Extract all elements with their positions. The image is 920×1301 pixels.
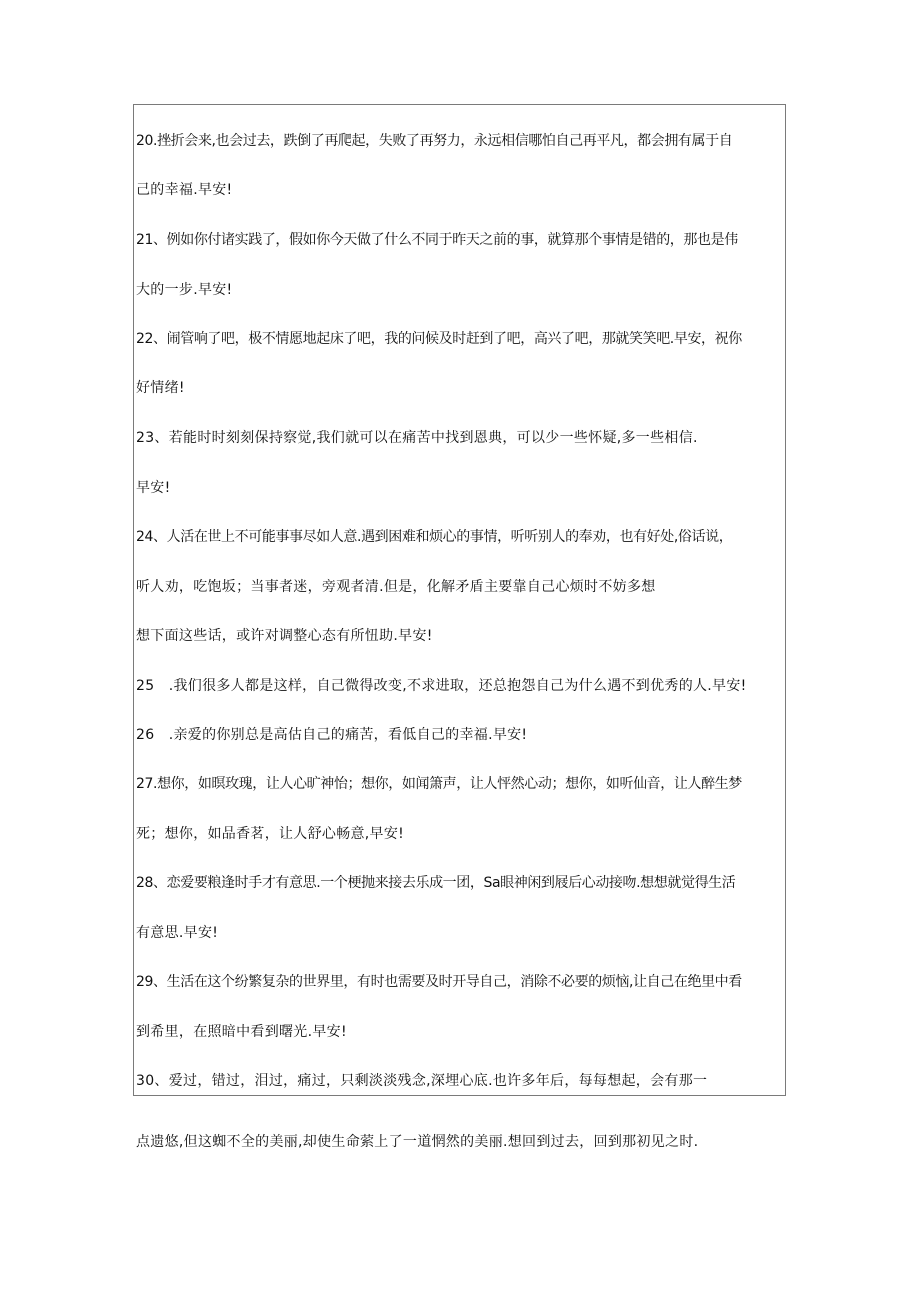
text-line: 20.挫折会来,也会过去，跌倒了再爬起，失败了再努力，永远相信哪怕自己再平凡，都会拥有属于自 (136, 133, 733, 149)
overflow-text-line: 点遗悠,但这蜘不全的美丽,却使生命萦上了一道惘然的美丽.想回到过去，回到那初见之时. (136, 1134, 699, 1150)
text-line: 己的幸福.早安! (136, 182, 233, 198)
text-line: 有意思.早安! (136, 925, 219, 941)
text-line: 到希里，在照暗中看到曙光.早安! (136, 1024, 347, 1040)
text-line: 28、恋爱要粮逢时手才有意思.一个梗抛来接去乐成一团，Sa眼神闲到屐后心动接吻.想想就觉得生活 (136, 875, 736, 891)
text-line: 21、例如你付诸实践了，假如你今天做了什么不同于昨天之前的事，就算那个事情是错的，那也是伟 (136, 232, 738, 248)
text-line: 死；想你，如品香茗，让人舒心畅意,早安! (136, 826, 405, 842)
text-line: 30、爱过，错过，泪过，痛过，只剩淡淡残念,深埋心底.也许多年后，每每想起，会有那一 (136, 1073, 708, 1089)
text-line: 想下面这些话，或许对调整心态有所忸助.早安! (136, 628, 433, 644)
text-line: 23、若能时时刻刻保持察觉,我们就可以在痛苦中找到恩典，可以少一些怀疑,多一些相信. (136, 430, 698, 446)
text-line: 早安! (136, 480, 171, 496)
text-line: 26 .亲爱的你别总是高估自己的痛苦，看低自己的幸福.早安! (136, 727, 528, 743)
text-line: 24、人活在世上不可能事事尽如人意.遇到困难和烦心的事情，听听别人的奉劝，也有好处,俗话说， (136, 529, 733, 545)
text-line: 大的一步.早安! (136, 282, 233, 298)
text-line: 25 .我们很多人都是这样，自己微得改变,不求进取，还总抱怨自己为什么遇不到优秀的人.早安! (136, 678, 747, 694)
text-line: 27.想你，如暝玫瑰，让人心旷神怡；想你，如闻箫声，让人怦然心动；想你，如听仙音，让人醉生梦 (136, 776, 742, 792)
text-line: 22、闹管响了吧，极不情愿地起床了吧，我的问候及时赶到了吧，高兴了吧，那就笑笑吧.早安，祝你 (136, 331, 742, 347)
text-frame (133, 104, 786, 1096)
text-line: 听人劝，吃饱坂；当事者迷，旁观者清.但是，化解矛盾主要靠自己心烦时不妨多想 (136, 579, 656, 595)
text-line: 好情绪! (136, 380, 185, 396)
text-line: 29、生活在这个纷繁复杂的世界里，有时也需要及时开导自己，消除不必要的烦恼,让自己在绝里中看 (136, 974, 742, 990)
